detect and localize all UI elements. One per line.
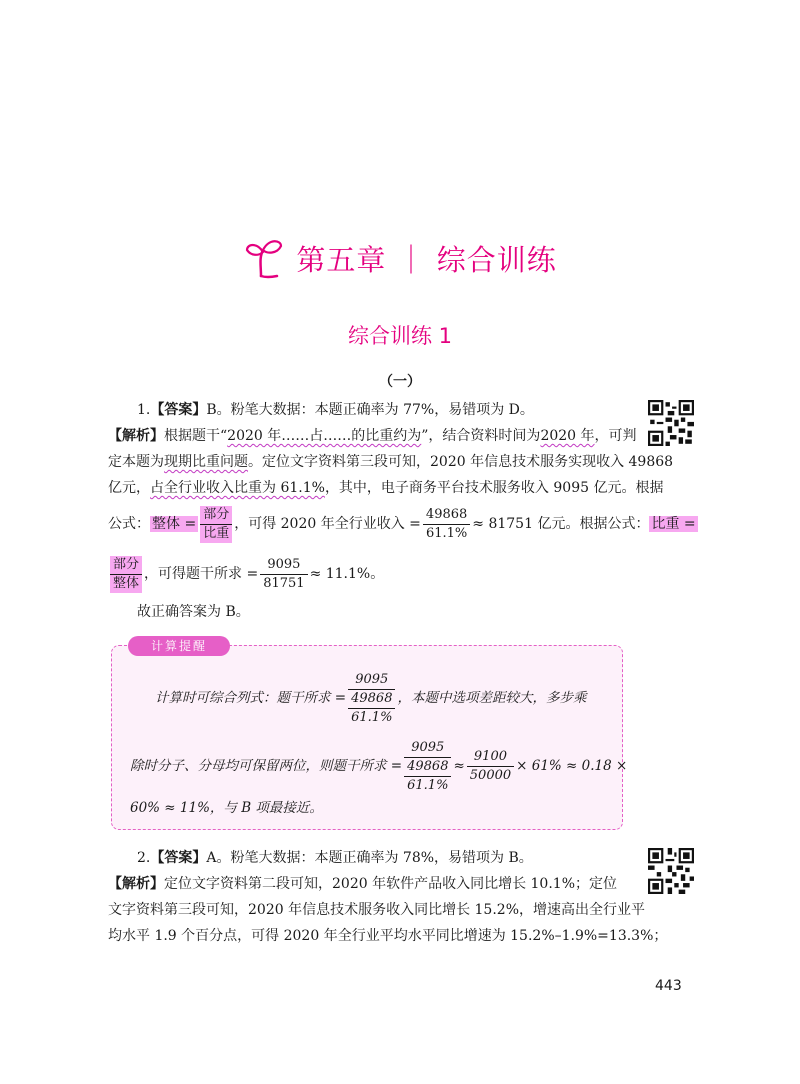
fraction: $\frac{9100}{50000}$ — [467, 748, 514, 785]
reminder-line-2: 除时分子、分母均可保留两位，则题干所求 = 9095 49868 61.1% ≈ $\frac{9100}{50000}$ × 61% ≈ 0.18 × — [130, 739, 628, 793]
q1-analysis-line-3: 亿元，占全行业收入比重为 61.1%，其中，电子商务平台技术服务收入 9095 亿元。根据 — [108, 480, 664, 496]
q1-formula-line-2: $\frac{\text{部分}}{\text{整体}}$ ，可得题干所求 = $\frac{9095}{81751}$ ≈ 11.1%。 — [108, 554, 384, 594]
chapter-heading — [0, 236, 800, 286]
formula-highlight: 整体 = — [152, 516, 197, 532]
fraction: 9095 49868 61.1% — [348, 671, 395, 727]
part-label: （一） — [379, 374, 421, 390]
fraction: $\frac{\text{部分}}{\text{比重}}$ — [200, 506, 232, 543]
fraction: $\frac{\text{部分}}{\text{整体}}$ — [110, 556, 142, 593]
page-number: 443 — [655, 978, 682, 994]
q2-analysis-line-1: 【解析】定位文字资料第二段可知，2020 年软件产品收入同比增长 10.1%；定位 — [108, 876, 618, 892]
qr-code-icon[interactable] — [648, 400, 694, 446]
q1-answer-line: 1.【答案】B。粉笔大数据：本题正确率为 77%，易错项为 D。 — [137, 402, 534, 418]
fraction: $\frac{9095}{81751}$ — [260, 556, 307, 593]
q1-analysis-line-2: 定本题为现期比重问题。定位文字资料第三段可知，2020 年信息技术服务实现收入 49868 — [108, 454, 674, 470]
q1-analysis-line-1: 【解析】根据题干“2020 年……占……的比重约为”，结合资料时间为2020 年，可判 — [108, 428, 637, 444]
q2-analysis-line-3: 均水平 1.9 个百分点，可得 2020 年全行业平均水平同比增速为 15.2%–1.9%=13.3%； — [108, 928, 668, 944]
reminder-line-1: 计算时可综合列式：题干所求 = 9095 49868 61.1% ，本题中选项差距较大，多步乘 — [155, 671, 587, 725]
fraction: $\frac{49868}{61.1\%}$ — [423, 506, 470, 543]
q1-conclusion: 故正确答案为 B。 — [137, 604, 250, 620]
chapter-title: 第五章 ｜ 综合训练 — [296, 242, 557, 277]
section-title: 综合训练 1 — [347, 324, 453, 348]
calc-reminder-tag: 计算提醒 — [128, 636, 230, 656]
reminder-line-3: 60% ≈ 11%，与 B 项最接近。 — [130, 800, 323, 816]
sprout-icon — [243, 236, 287, 280]
formula-highlight: 比重 = — [651, 516, 696, 532]
q1-formula-line-1: 公式： 整体 = $\frac{\text{部分}}{\text{比重}}$ ，可得 2020 年全行业收入 = $\frac{49868}{61.1\%}$ ≈ 81751 亿元。根据公式： 比重 = — [108, 506, 696, 541]
q2-answer-line: 2.【答案】A。粉笔大数据：本题正确率为 78%，易错项为 B。 — [137, 850, 533, 866]
qr-code-icon[interactable] — [648, 848, 694, 894]
fraction: 9095 49868 61.1% — [404, 739, 451, 795]
q2-analysis-line-2: 文字资料第三段可知，2020 年信息技术服务收入同比增长 15.2%，增速高出全行业平 — [108, 902, 646, 918]
